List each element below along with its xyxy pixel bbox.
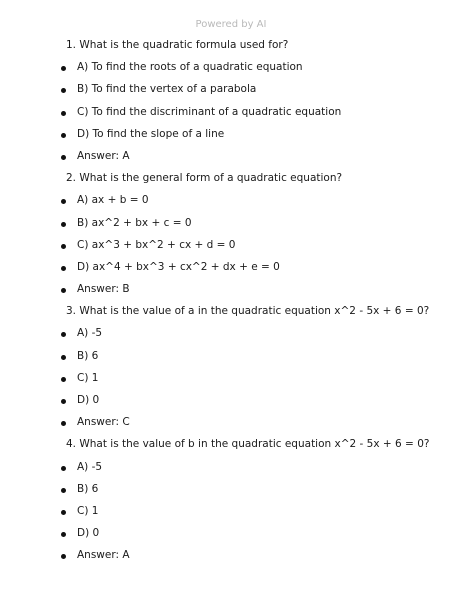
option-4a bbox=[0, 459, 470, 481]
option-2a bbox=[0, 192, 470, 214]
bullet-icon bbox=[61, 399, 66, 404]
answer-text: Answer: A bbox=[77, 549, 130, 562]
answer-3 bbox=[0, 414, 470, 436]
option-1d bbox=[0, 126, 470, 148]
option-text: B) 6 bbox=[77, 482, 99, 495]
option-text: C) ax^3 + bx^2 + cx + d = 0 bbox=[77, 238, 236, 251]
option-1a bbox=[0, 59, 470, 81]
bullet-icon bbox=[61, 421, 66, 426]
option-text: B) To find the vertex of a parabola bbox=[77, 83, 257, 96]
option-4b bbox=[0, 481, 470, 503]
bullet-icon bbox=[61, 155, 66, 160]
bullet-icon bbox=[61, 510, 66, 515]
bullet-icon bbox=[61, 332, 66, 337]
question-text: 2. What is the general form of a quadratic equation? bbox=[66, 172, 343, 185]
powered-by-label: Powered by AI bbox=[195, 19, 267, 30]
answer-4 bbox=[0, 547, 470, 569]
option-3b bbox=[0, 348, 470, 370]
option-text: D) 0 bbox=[77, 394, 100, 406]
option-4d bbox=[0, 525, 470, 547]
option-2b bbox=[0, 215, 470, 237]
option-3d bbox=[0, 392, 470, 414]
quiz-content bbox=[0, 37, 470, 570]
bullet-icon bbox=[61, 554, 66, 559]
option-3c bbox=[0, 370, 470, 392]
option-text: B) ax^2 + bx + c = 0 bbox=[77, 216, 192, 229]
bullet-icon bbox=[61, 199, 66, 204]
bullet-icon bbox=[61, 288, 66, 293]
option-text: D) ax^4 + bx^3 + cx^2 + dx + e = 0 bbox=[77, 260, 280, 273]
bullet-icon bbox=[61, 66, 66, 71]
bullet-icon bbox=[61, 488, 66, 493]
option-text: A) -5 bbox=[77, 460, 103, 473]
question-text: 3. What is the value of a in the quadratic equation x^2 - 5x + 6 = 0? bbox=[66, 305, 430, 318]
bullet-icon bbox=[61, 244, 66, 249]
option-3a bbox=[0, 325, 470, 347]
bullet-icon bbox=[61, 88, 66, 93]
answer-1 bbox=[0, 148, 470, 170]
option-text: D) 0 bbox=[77, 527, 100, 540]
bullet-icon bbox=[61, 532, 66, 537]
option-text: B) 6 bbox=[77, 349, 99, 362]
answer-2 bbox=[0, 281, 470, 303]
bullet-icon bbox=[61, 466, 66, 471]
option-text: C) 1 bbox=[77, 504, 99, 517]
question-2 bbox=[0, 170, 470, 192]
option-1c bbox=[0, 104, 470, 126]
option-2d bbox=[0, 259, 470, 281]
bullet-icon bbox=[61, 111, 66, 116]
answer-text: Answer: B bbox=[77, 283, 130, 296]
option-text: C) To find the discriminant of a quadratic equation bbox=[77, 105, 342, 118]
option-text: D) To find the slope of a line bbox=[77, 127, 225, 140]
answer-text: Answer: C bbox=[77, 416, 130, 429]
option-text: C) 1 bbox=[77, 371, 99, 384]
bullet-icon bbox=[61, 222, 66, 227]
option-text: A) To find the roots of a quadratic equation bbox=[77, 61, 303, 74]
question-text: 1. What is the quadratic formula used for? bbox=[66, 39, 289, 51]
option-4c bbox=[0, 503, 470, 525]
question-text: 4. What is the value of b in the quadratic equation x^2 - 5x + 6 = 0? bbox=[66, 438, 430, 451]
question-3 bbox=[0, 303, 470, 325]
question-1 bbox=[0, 37, 470, 59]
bullet-icon bbox=[61, 355, 66, 360]
answer-text: Answer: A bbox=[77, 149, 130, 162]
question-4 bbox=[0, 436, 470, 458]
option-1b bbox=[0, 81, 470, 103]
option-text: A) ax + b = 0 bbox=[77, 194, 149, 207]
option-text: A) -5 bbox=[77, 327, 103, 340]
option-2c bbox=[0, 237, 470, 259]
bullet-icon bbox=[61, 133, 66, 138]
bullet-icon bbox=[61, 266, 66, 271]
bullet-icon bbox=[61, 377, 66, 382]
